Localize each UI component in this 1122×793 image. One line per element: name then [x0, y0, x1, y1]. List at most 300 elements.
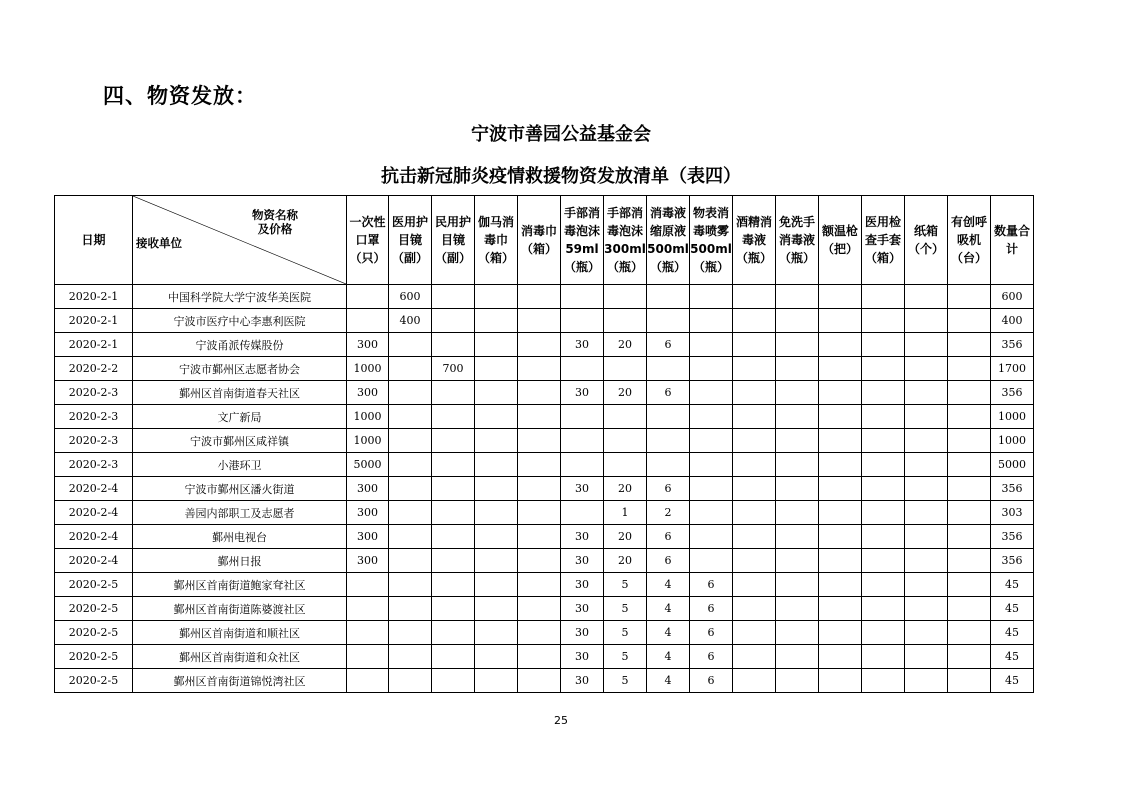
item-header: 手部消 毒泡沫 59ml （瓶） [561, 196, 604, 285]
quantity-cell [475, 501, 518, 525]
quantity-cell [432, 501, 475, 525]
quantity-cell [647, 429, 690, 453]
quantity-cell [905, 501, 948, 525]
quantity-cell [905, 357, 948, 381]
quantity-cell: 600 [389, 285, 432, 309]
quantity-cell [518, 333, 561, 357]
quantity-cell [432, 573, 475, 597]
organization-title: 宁波市善园公益基金会 [471, 124, 651, 145]
quantity-cell: 4 [647, 645, 690, 669]
quantity-cell [432, 669, 475, 693]
quantity-cell [819, 549, 862, 573]
quantity-cell [733, 501, 776, 525]
quantity-cell: 6 [647, 525, 690, 549]
quantity-cell [819, 477, 862, 501]
recipient-cell: 中国科学院大学宁波华美医院 [133, 285, 347, 309]
quantity-cell [690, 381, 733, 405]
total-cell: 600 [991, 285, 1034, 309]
quantity-cell [905, 309, 948, 333]
total-cell: 303 [991, 501, 1034, 525]
quantity-cell [776, 501, 819, 525]
quantity-cell [776, 357, 819, 381]
quantity-cell [389, 645, 432, 669]
quantity-cell: 30 [561, 549, 604, 573]
quantity-cell [905, 285, 948, 309]
recipient-cell: 小港环卫 [133, 453, 347, 477]
quantity-cell [948, 333, 991, 357]
quantity-cell: 6 [690, 597, 733, 621]
quantity-cell [690, 453, 733, 477]
item-header: 物表消 毒喷雾 500ml （瓶） [690, 196, 733, 285]
quantity-cell [475, 597, 518, 621]
quantity-cell [733, 597, 776, 621]
quantity-cell [389, 573, 432, 597]
quantity-cell [819, 453, 862, 477]
quantity-cell [819, 597, 862, 621]
quantity-cell [475, 381, 518, 405]
quantity-cell [518, 645, 561, 669]
total-cell: 1000 [991, 405, 1034, 429]
quantity-cell [862, 597, 905, 621]
quantity-cell [733, 405, 776, 429]
quantity-cell [862, 381, 905, 405]
quantity-cell [862, 333, 905, 357]
item-header: 免洗手 消毒液 （瓶） [776, 196, 819, 285]
recipient-cell: 鄞州区首南街道和众社区 [133, 645, 347, 669]
quantity-cell [518, 501, 561, 525]
recipient-cell: 鄞州区首南街道陈婆渡社区 [133, 597, 347, 621]
quantity-cell [389, 477, 432, 501]
table-row [55, 573, 1034, 597]
total-cell: 356 [991, 333, 1034, 357]
quantity-cell: 300 [347, 381, 389, 405]
quantity-cell [733, 525, 776, 549]
quantity-cell [647, 453, 690, 477]
total-cell: 5000 [991, 453, 1034, 477]
quantity-cell: 5000 [347, 453, 389, 477]
quantity-cell: 5 [604, 645, 647, 669]
quantity-cell: 1000 [347, 405, 389, 429]
quantity-cell: 30 [561, 573, 604, 597]
table-row [55, 645, 1034, 669]
quantity-cell: 20 [604, 525, 647, 549]
quantity-cell [905, 669, 948, 693]
quantity-cell: 5 [604, 597, 647, 621]
quantity-cell [948, 621, 991, 645]
quantity-cell [432, 549, 475, 573]
quantity-cell: 4 [647, 621, 690, 645]
quantity-cell [389, 621, 432, 645]
quantity-cell [475, 573, 518, 597]
quantity-cell [862, 621, 905, 645]
quantity-cell: 20 [604, 549, 647, 573]
quantity-cell [905, 477, 948, 501]
date-cell: 2020-2-4 [55, 549, 133, 573]
table-row [55, 453, 1034, 477]
quantity-cell: 30 [561, 333, 604, 357]
quantity-cell [518, 597, 561, 621]
quantity-cell [347, 285, 389, 309]
quantity-cell [432, 429, 475, 453]
quantity-cell [948, 357, 991, 381]
total-cell: 400 [991, 309, 1034, 333]
quantity-cell: 4 [647, 597, 690, 621]
quantity-cell: 30 [561, 525, 604, 549]
item-name-price-label: 物资名称 及价格 [252, 208, 298, 236]
quantity-cell [690, 525, 733, 549]
quantity-cell: 5 [604, 621, 647, 645]
quantity-cell [862, 501, 905, 525]
quantity-cell [905, 453, 948, 477]
quantity-cell [862, 573, 905, 597]
table-row [55, 501, 1034, 525]
quantity-cell: 6 [690, 573, 733, 597]
quantity-cell [347, 573, 389, 597]
table-row [55, 381, 1034, 405]
quantity-cell [733, 381, 776, 405]
quantity-cell [432, 333, 475, 357]
quantity-cell [690, 429, 733, 453]
quantity-cell [475, 477, 518, 501]
quantity-cell [561, 501, 604, 525]
recipient-cell: 鄞州区首南街道鲍家耷社区 [133, 573, 347, 597]
recipient-label: 接收单位 [136, 236, 182, 250]
table-row [55, 357, 1034, 381]
quantity-cell [389, 453, 432, 477]
quantity-cell [432, 309, 475, 333]
quantity-cell [475, 645, 518, 669]
diagonal-header [133, 196, 347, 285]
quantity-cell: 30 [561, 621, 604, 645]
quantity-cell [733, 573, 776, 597]
quantity-cell [948, 405, 991, 429]
header-row [55, 196, 1034, 285]
quantity-cell [862, 309, 905, 333]
quantity-cell: 5 [604, 669, 647, 693]
quantity-cell [905, 333, 948, 357]
quantity-cell [819, 285, 862, 309]
list-title: 抗击新冠肺炎疫情救援物资发放清单（表四） [381, 166, 741, 187]
quantity-cell [776, 309, 819, 333]
quantity-cell: 300 [347, 477, 389, 501]
quantity-cell [518, 405, 561, 429]
quantity-cell [862, 285, 905, 309]
quantity-cell [948, 573, 991, 597]
quantity-cell [862, 357, 905, 381]
quantity-cell [819, 309, 862, 333]
total-cell: 356 [991, 549, 1034, 573]
quantity-cell: 300 [347, 525, 389, 549]
date-cell: 2020-2-2 [55, 357, 133, 381]
quantity-cell: 6 [647, 333, 690, 357]
quantity-cell: 300 [347, 549, 389, 573]
quantity-cell [347, 645, 389, 669]
quantity-cell [604, 285, 647, 309]
item-header: 纸箱 （个） [905, 196, 948, 285]
quantity-cell [905, 645, 948, 669]
quantity-cell [475, 453, 518, 477]
recipient-cell: 宁波市医疗中心李惠利医院 [133, 309, 347, 333]
date-cell: 2020-2-4 [55, 525, 133, 549]
quantity-cell [389, 525, 432, 549]
quantity-cell [347, 309, 389, 333]
quantity-cell [475, 669, 518, 693]
item-header: 医用检 查手套 （箱） [862, 196, 905, 285]
quantity-cell [862, 549, 905, 573]
quantity-cell [776, 621, 819, 645]
quantity-cell [347, 621, 389, 645]
quantity-cell [690, 477, 733, 501]
quantity-cell [389, 669, 432, 693]
quantity-cell [690, 333, 733, 357]
quantity-cell [862, 453, 905, 477]
quantity-cell [690, 285, 733, 309]
quantity-cell [948, 285, 991, 309]
quantity-cell [733, 621, 776, 645]
quantity-cell [518, 309, 561, 333]
recipient-cell: 宁波甬派传媒股份 [133, 333, 347, 357]
quantity-cell [776, 285, 819, 309]
quantity-cell [518, 477, 561, 501]
quantity-cell [389, 333, 432, 357]
item-header: 酒精消 毒液 （瓶） [733, 196, 776, 285]
quantity-cell [518, 621, 561, 645]
quantity-cell [604, 429, 647, 453]
quantity-cell [475, 549, 518, 573]
quantity-cell: 30 [561, 645, 604, 669]
quantity-cell [862, 525, 905, 549]
date-cell: 2020-2-3 [55, 429, 133, 453]
quantity-cell [948, 477, 991, 501]
quantity-cell [776, 333, 819, 357]
quantity-cell [733, 309, 776, 333]
quantity-cell [733, 549, 776, 573]
quantity-cell [647, 309, 690, 333]
date-cell: 2020-2-3 [55, 405, 133, 429]
quantity-cell: 400 [389, 309, 432, 333]
item-header: 额温枪 （把） [819, 196, 862, 285]
total-cell: 45 [991, 645, 1034, 669]
table-row [55, 477, 1034, 501]
date-cell: 2020-2-3 [55, 381, 133, 405]
item-header: 民用护 目镜 （副） [432, 196, 475, 285]
quantity-cell [948, 597, 991, 621]
quantity-cell [819, 645, 862, 669]
recipient-cell: 文广新局 [133, 405, 347, 429]
quantity-cell [604, 357, 647, 381]
quantity-cell [776, 453, 819, 477]
item-header: 一次性 口罩 （只） [347, 196, 389, 285]
item-header: 伽马消 毒巾 （箱） [475, 196, 518, 285]
quantity-cell [733, 669, 776, 693]
quantity-cell [905, 405, 948, 429]
quantity-cell [862, 669, 905, 693]
table-row [55, 285, 1034, 309]
quantity-cell [561, 309, 604, 333]
date-cell: 2020-2-5 [55, 621, 133, 645]
quantity-cell [518, 549, 561, 573]
quantity-cell [948, 453, 991, 477]
quantity-cell [862, 429, 905, 453]
quantity-cell [776, 429, 819, 453]
quantity-cell [475, 621, 518, 645]
distribution-table [54, 195, 1034, 693]
quantity-cell [905, 381, 948, 405]
quantity-cell: 2 [647, 501, 690, 525]
quantity-cell [776, 381, 819, 405]
quantity-cell [776, 549, 819, 573]
total-cell: 45 [991, 669, 1034, 693]
date-cell: 2020-2-1 [55, 309, 133, 333]
quantity-cell [948, 525, 991, 549]
quantity-cell [647, 357, 690, 381]
quantity-cell [733, 357, 776, 381]
quantity-cell [690, 357, 733, 381]
quantity-cell [690, 549, 733, 573]
recipient-cell: 鄞州区首南街道春天社区 [133, 381, 347, 405]
quantity-cell [905, 621, 948, 645]
recipient-cell: 宁波市鄞州区潘火街道 [133, 477, 347, 501]
quantity-cell [475, 285, 518, 309]
total-cell: 45 [991, 597, 1034, 621]
recipient-cell: 鄞州区首南街道和顺社区 [133, 621, 347, 645]
quantity-cell [389, 405, 432, 429]
date-cell: 2020-2-1 [55, 333, 133, 357]
quantity-cell [819, 621, 862, 645]
item-header: 消毒液 缩原液 500ml （瓶） [647, 196, 690, 285]
quantity-cell [819, 381, 862, 405]
quantity-cell [389, 501, 432, 525]
recipient-cell: 鄞州日报 [133, 549, 347, 573]
quantity-cell [389, 381, 432, 405]
quantity-cell: 6 [690, 669, 733, 693]
quantity-cell: 700 [432, 357, 475, 381]
quantity-cell [948, 429, 991, 453]
quantity-cell [475, 333, 518, 357]
quantity-cell [604, 405, 647, 429]
quantity-cell: 30 [561, 381, 604, 405]
quantity-cell [432, 525, 475, 549]
recipient-cell: 宁波市鄞州区咸祥镇 [133, 429, 347, 453]
total-cell: 356 [991, 525, 1034, 549]
quantity-cell: 6 [647, 477, 690, 501]
quantity-cell [604, 453, 647, 477]
table-row [55, 549, 1034, 573]
table-row [55, 525, 1034, 549]
date-cell: 2020-2-4 [55, 477, 133, 501]
quantity-cell [733, 453, 776, 477]
quantity-cell [432, 285, 475, 309]
quantity-cell [948, 645, 991, 669]
quantity-cell [862, 477, 905, 501]
total-cell: 356 [991, 477, 1034, 501]
quantity-cell [948, 669, 991, 693]
quantity-cell: 6 [690, 645, 733, 669]
quantity-cell [690, 309, 733, 333]
quantity-cell [733, 477, 776, 501]
quantity-cell [948, 549, 991, 573]
quantity-cell [948, 381, 991, 405]
recipient-cell: 善园内部职工及志愿者 [133, 501, 347, 525]
quantity-cell [518, 381, 561, 405]
total-cell: 45 [991, 621, 1034, 645]
item-header: 有创呼 吸机 （台） [948, 196, 991, 285]
quantity-cell [819, 333, 862, 357]
quantity-cell [776, 525, 819, 549]
quantity-cell: 4 [647, 669, 690, 693]
total-header: 数量合 计 [991, 196, 1034, 285]
item-header: 消毒巾 （箱） [518, 196, 561, 285]
quantity-cell: 4 [647, 573, 690, 597]
quantity-cell [561, 405, 604, 429]
quantity-cell [432, 381, 475, 405]
quantity-cell [347, 669, 389, 693]
table-body [55, 285, 1034, 693]
quantity-cell: 20 [604, 333, 647, 357]
quantity-cell [776, 477, 819, 501]
quantity-cell: 300 [347, 333, 389, 357]
quantity-cell [776, 573, 819, 597]
quantity-cell [518, 669, 561, 693]
date-cell: 2020-2-4 [55, 501, 133, 525]
quantity-cell [819, 573, 862, 597]
quantity-cell: 300 [347, 501, 389, 525]
quantity-cell [647, 285, 690, 309]
quantity-cell [389, 357, 432, 381]
quantity-cell [604, 309, 647, 333]
quantity-cell [776, 645, 819, 669]
quantity-cell [432, 621, 475, 645]
table-row [55, 429, 1034, 453]
quantity-cell [733, 333, 776, 357]
item-header: 医用护 目镜 （副） [389, 196, 432, 285]
quantity-cell [905, 429, 948, 453]
total-cell: 1000 [991, 429, 1034, 453]
quantity-cell [518, 525, 561, 549]
date-cell: 2020-2-5 [55, 645, 133, 669]
table-row [55, 597, 1034, 621]
recipient-cell: 鄞州电视台 [133, 525, 347, 549]
quantity-cell [389, 597, 432, 621]
quantity-cell [518, 285, 561, 309]
quantity-cell [475, 309, 518, 333]
page-number: 25 [554, 714, 568, 727]
quantity-cell [905, 597, 948, 621]
quantity-cell [905, 549, 948, 573]
quantity-cell [690, 501, 733, 525]
quantity-cell: 20 [604, 381, 647, 405]
quantity-cell [475, 525, 518, 549]
table-row [55, 405, 1034, 429]
quantity-cell [776, 405, 819, 429]
quantity-cell: 1 [604, 501, 647, 525]
quantity-cell: 6 [647, 549, 690, 573]
quantity-cell [819, 357, 862, 381]
quantity-cell [389, 429, 432, 453]
quantity-cell [475, 429, 518, 453]
quantity-cell [776, 597, 819, 621]
quantity-cell: 30 [561, 669, 604, 693]
quantity-cell [819, 429, 862, 453]
quantity-cell [862, 405, 905, 429]
section-title: 四、物资发放： [103, 84, 257, 108]
quantity-cell [948, 501, 991, 525]
quantity-cell [561, 453, 604, 477]
quantity-cell [432, 645, 475, 669]
quantity-cell: 1000 [347, 429, 389, 453]
quantity-cell [389, 549, 432, 573]
date-header: 日期 [55, 196, 133, 285]
